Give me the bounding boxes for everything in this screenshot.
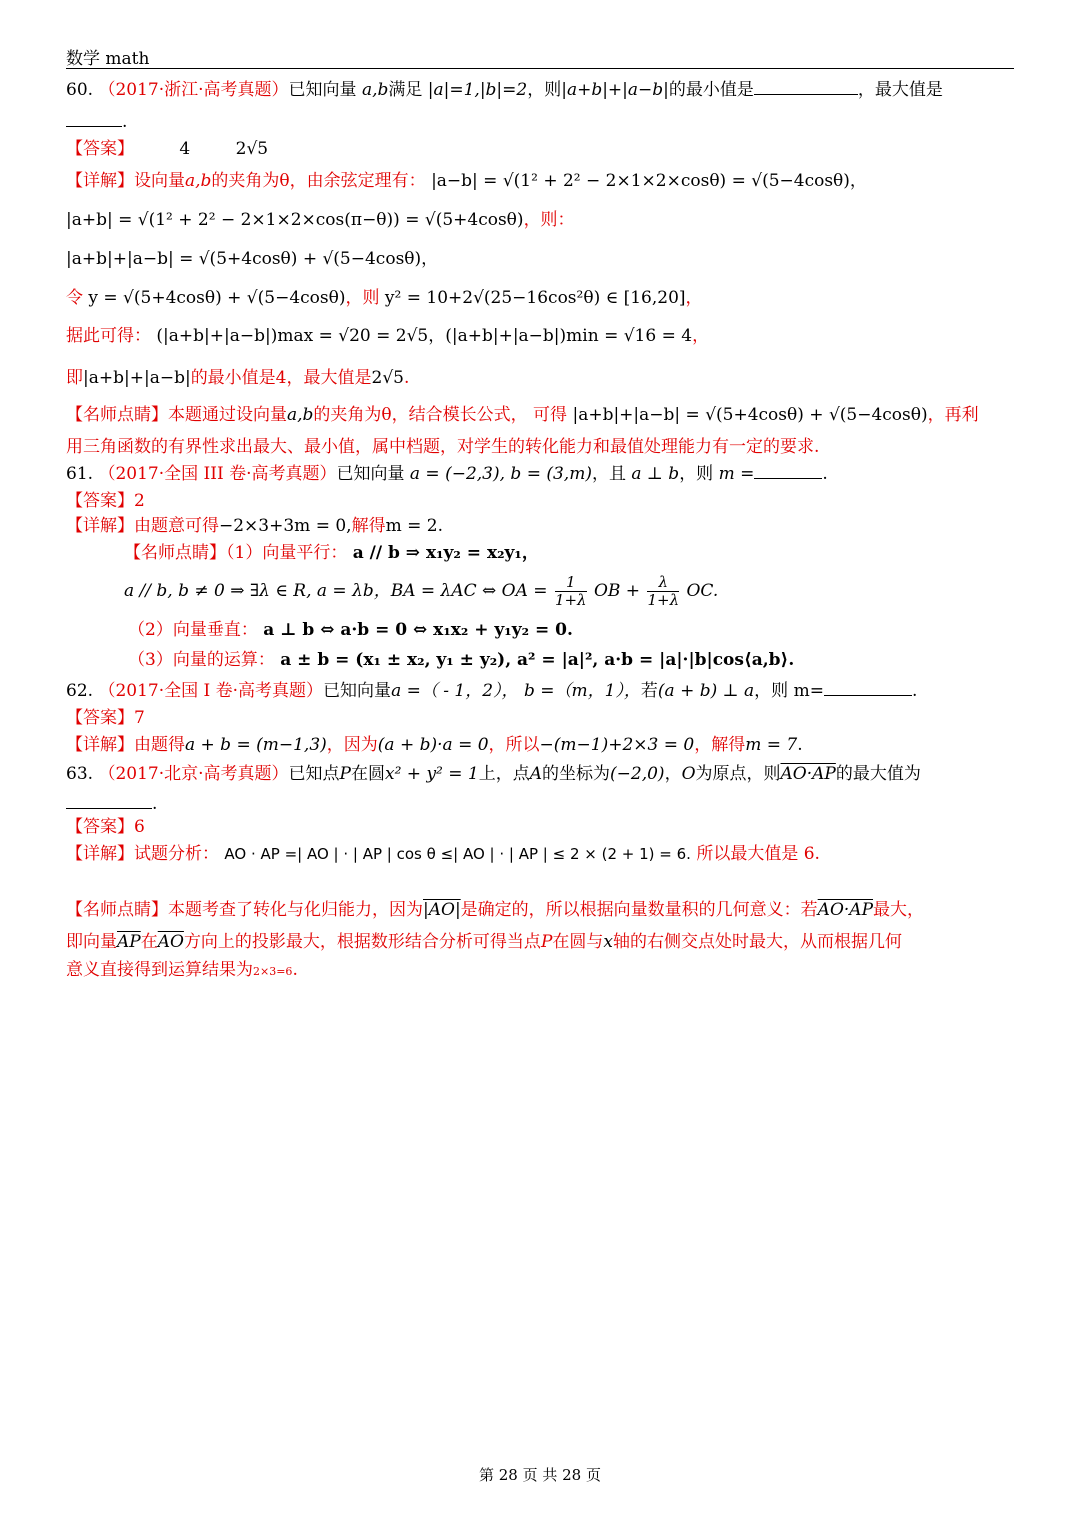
q62-number: 62. — [66, 681, 94, 701]
q62-detail-math: m = 7 — [745, 735, 798, 755]
q60-vectors: a,b — [361, 80, 389, 100]
q61-tip-3 — [128, 618, 573, 642]
q60-detail-math: |a−b| = √(1² + 2² − 2×1×2×cosθ) = √(5−4cosθ)， — [431, 171, 867, 191]
q61-tip-math: OC. — [686, 581, 719, 601]
q63-math: A — [529, 764, 543, 784]
q60-blank-max[interactable] — [66, 110, 122, 127]
q63-detail-text: 试题分析： — [134, 844, 219, 864]
q61-answer-value: 2 — [134, 491, 145, 511]
q60-detail-1 — [66, 169, 867, 193]
q60-detail-text: 据此可得： — [66, 326, 151, 346]
q63-math: O — [681, 764, 696, 784]
q60-detail-text: . — [403, 368, 410, 388]
answer-label: 【答案】 — [66, 817, 134, 837]
q60-tip-2: 用三角函数的有界性求出最大、最小值，属中档题，对学生的转化能力和最值处理能力有一定的要求. — [66, 437, 820, 457]
q63-tip-math: $\overline{AO}$ — [157, 932, 184, 952]
q63-math: P — [339, 764, 351, 784]
detail-label: 【详解】 — [66, 516, 134, 536]
q62-detail-text: ，所以 — [488, 735, 540, 755]
q63-tip-text: 在圆与 — [552, 932, 604, 952]
q63-answer — [66, 815, 145, 839]
q60-detail-math: |a+b|+|a−b| — [83, 368, 191, 388]
q63-text: 为原点，则 — [695, 764, 781, 784]
q60-detail-math: y = √(5+4cosθ) + √(5−4cosθ) — [88, 288, 346, 308]
q62-math: a =（ - 1，2）， — [391, 681, 519, 701]
q61-stem — [66, 462, 828, 486]
q60-tip-text: 本题通过设向量 — [168, 405, 287, 425]
q60-detail-text: ， — [685, 288, 703, 308]
q61-number: 61. — [66, 464, 94, 484]
detail-label: 【详解】 — [66, 844, 134, 864]
q60-number: 60. — [66, 80, 94, 100]
q62-stem — [66, 679, 917, 703]
q63-detail — [66, 842, 820, 866]
q61-math: a = (−2,3), b = (3,m) — [409, 464, 592, 484]
q60-answer-max: 2√5 — [235, 139, 269, 159]
q60-detail-4 — [66, 286, 703, 310]
detail-label: 【详解】 — [66, 171, 134, 191]
q60-vectors: a,b — [287, 405, 314, 425]
q63-tip-1 — [66, 898, 924, 922]
q62-text: 已知向量 — [323, 681, 392, 701]
q62-detail — [66, 733, 803, 757]
header-divider — [66, 68, 1014, 69]
q63-math: (−2,0) — [610, 764, 665, 784]
q61-text: ，且 — [591, 464, 626, 484]
answer-label: 【答案】 — [66, 139, 134, 159]
q63-text: 已知点 — [288, 764, 340, 784]
q63-detail-text: 所以最大值是 6. — [696, 844, 820, 864]
q60-detail-text: ，则 — [345, 288, 380, 308]
q63-blank[interactable] — [66, 792, 152, 809]
q60-text: 已知向量 — [288, 80, 357, 100]
q62-blank[interactable] — [824, 679, 912, 696]
q63-tip-text: . — [292, 960, 298, 980]
q62-detail-math: (a + b)·a = 0 — [377, 735, 489, 755]
q60-detail-text: 设向量 — [134, 171, 185, 191]
q60-text: ，最大值是 — [857, 80, 943, 100]
tip-label: 【名师点睛】 — [124, 543, 226, 563]
q61-math: a ⊥ b — [631, 464, 680, 484]
q61-fraction — [647, 574, 679, 609]
q60-stem — [66, 78, 943, 102]
fraction-denominator: 1+λ — [554, 591, 587, 609]
q60-detail-5 — [66, 324, 709, 348]
q63-source: （2017·北京·高考真题） — [98, 764, 289, 784]
q61-tip-text: （1）向量平行： — [226, 543, 348, 563]
q63-tip-text: 意义直接得到运算结果为 — [66, 960, 253, 980]
q62-answer — [66, 706, 145, 730]
q63-text: 的坐标为 — [542, 764, 611, 784]
q62-detail-text: ，因为 — [326, 735, 378, 755]
q62-detail-math: a + b = (m−1,3) — [185, 735, 327, 755]
q63-number: 63. — [66, 764, 94, 784]
q63-tip-math: x — [603, 932, 613, 952]
fraction-numerator: 1 — [555, 574, 587, 592]
q61-tip-math: a // b ⇒ x₁y₂ = x₂y₁， — [352, 543, 539, 563]
q62-source: （2017·全国 I 卷·高考真题） — [98, 681, 324, 701]
q61-tip-4 — [128, 648, 794, 672]
q63-math: AO·AP — [780, 764, 836, 784]
q60-source: （2017·浙江·高考真题） — [98, 80, 289, 100]
q61-tip-1 — [124, 541, 539, 565]
q63-tip-math: $\overline{AP}$ — [117, 932, 141, 952]
q60-tip-math: |a+b|+|a−b| = √(5+4cosθ) + √(5−4cosθ) — [572, 405, 928, 425]
q61-detail-text: 由题意可得 — [134, 516, 219, 536]
q62-detail-text: 由题得 — [134, 735, 185, 755]
fraction-denominator: 1+λ — [647, 591, 680, 609]
q62-detail-text: ，解得 — [694, 735, 746, 755]
q60-expression: |a+b|+|a−b| — [561, 80, 669, 100]
q60-detail-6 — [66, 366, 409, 390]
q60-stem-cont — [66, 110, 127, 134]
q61-tip-math: a ⊥ b ⇔ a·b = 0 ⇔ x₁x₂ + y₁y₂ = 0. — [263, 620, 573, 640]
q60-text: 的最小值是 — [668, 80, 754, 100]
q63-tip-math: |AO| — [423, 900, 461, 920]
q61-math: m = — [718, 464, 755, 484]
q63-math: x² + y² = 1 — [384, 764, 479, 784]
q60-detail-text: ，则： — [523, 210, 575, 230]
q60-condition: |a|=1,|b|=2 — [427, 80, 528, 100]
q60-detail-text: 的夹角为θ，由余弦定理有： — [211, 171, 426, 191]
q62-detail-math: −(m−1)+2×3 = 0 — [539, 735, 695, 755]
q60-blank-min[interactable] — [754, 78, 858, 95]
q60-answer — [66, 137, 268, 161]
page-footer: 第 28 页 共 28 页 — [478, 1466, 601, 1484]
q63-text: 上，点 — [478, 764, 530, 784]
q60-detail-math: |a+b| = √(1² + 2² − 2×1×2×cos(π−θ)) = √(5+4cosθ) — [66, 210, 524, 230]
tip-label: 【名师点睛】 — [66, 405, 168, 425]
q60-detail-math: |a+b|+|a−b| = √(5+4cosθ) + √(5−4cosθ)， — [66, 249, 439, 269]
q62-text: . — [911, 681, 918, 701]
q63-tip-text: 本题考查了转化与化归能力，因为 — [168, 900, 423, 920]
detail-label: 【详解】 — [66, 735, 134, 755]
q60-tip-1 — [66, 403, 979, 427]
q61-text: ，则 — [679, 464, 714, 484]
q63-text: 在圆 — [350, 764, 385, 784]
q63-answer-value: 6 — [134, 817, 145, 837]
q60-detail-math: 2√5 — [371, 368, 404, 388]
q62-math: (a + b) ⊥ a — [657, 681, 755, 701]
q61-tip-math: a ± b = (x₁ ± x₂, y₁ ± y₂), a² = |a|², a·b = |a|·|b|cos⟨a,b⟩. — [280, 650, 795, 670]
q60-text: . — [122, 112, 128, 132]
q60-detail-2 — [66, 208, 575, 232]
q63-tip-text: 轴的右侧交点处时最大，从而根据几何 — [612, 932, 902, 952]
q60-detail-text: 令 — [66, 288, 83, 308]
q61-text: 已知向量 — [336, 464, 405, 484]
q60-detail-text: 即 — [66, 368, 83, 388]
q63-tip-text: 即向量 — [66, 932, 117, 952]
q61-answer — [66, 489, 145, 513]
q60-vectors: a,b — [185, 171, 212, 191]
q61-tip-math: a // b, b ≠ 0 ⇒ ∃λ ∈ R, a = λb，BA = λAC ⇔ OA = — [124, 581, 548, 601]
q61-tip-text: （2）向量垂直： — [128, 620, 258, 640]
q62-detail-text: . — [797, 735, 803, 755]
q61-detail-math: −2×3+3m = 0, — [219, 516, 352, 536]
q61-detail-text: . — [437, 516, 443, 536]
q61-detail — [66, 514, 443, 538]
q61-blank[interactable] — [754, 462, 822, 479]
q60-text: 满足 — [388, 80, 423, 100]
answer-label: 【答案】 — [66, 491, 134, 511]
q61-tip-math: OB + — [593, 581, 641, 601]
q60-detail-math: y² = 10+2√(25−16cos²θ) ∈ [16,20] — [384, 288, 686, 308]
q63-tip-math: P — [540, 932, 553, 952]
q60-text: ，则 — [527, 80, 562, 100]
q63-tip-math: 2×3=6 — [253, 965, 293, 978]
q62-text: 若 — [640, 681, 658, 701]
q62-answer-value: 7 — [134, 708, 145, 728]
q63-detail-math: AO · AP =| AO | · | AP | cos θ ≤| AO | · | AP | ≤ 2 × (2 + 1) = 6. — [224, 845, 691, 863]
q63-tip-text: 最大， — [873, 900, 925, 920]
q61-detail-math: m = 2 — [385, 516, 438, 536]
q63-text: . — [152, 794, 158, 814]
q61-text: . — [822, 464, 828, 484]
q63-tip-3 — [66, 958, 298, 984]
q62-text: ，则 m= — [754, 681, 824, 701]
q63-stem — [66, 762, 921, 786]
q62-math: b =（m，1）， — [523, 681, 641, 701]
q63-text: ， — [664, 764, 682, 784]
answer-label: 【答案】 — [66, 708, 134, 728]
q63-tip-text: 在 — [140, 932, 158, 952]
q60-detail-3 — [66, 247, 438, 271]
q60-answer-min: 4 — [179, 139, 191, 159]
tip-label: 【名师点睛】 — [66, 900, 168, 920]
q61-tip-2 — [124, 574, 718, 609]
q60-detail-math: (|a+b|+|a−b|)max = √20 = 2√5，(|a+b|+|a−b|)min = √16 = 4 — [156, 326, 693, 346]
q63-tip-text: 方向上的投影最大，根据数形结合分析可得当点 — [183, 932, 541, 952]
q61-source: （2017·全国 III 卷·高考真题） — [98, 464, 337, 484]
fraction-numerator: λ — [647, 574, 679, 592]
q60-tip-text: ，再利 — [927, 405, 979, 425]
q63-tip-math: AO·AP — [817, 900, 874, 920]
q63-tip-text: 是确定的，所以根据向量数量积的几何意义：若 — [460, 900, 818, 920]
q61-fraction — [555, 574, 587, 609]
q61-tip-text: （3）向量的运算： — [128, 650, 275, 670]
q60-detail-text: 的最小值是4，最大值是 — [190, 368, 372, 388]
q63-stem-cont — [66, 792, 157, 816]
q60-tip-text: 的夹角为θ，结合模长公式， 可得 — [313, 405, 568, 425]
header-title: 数学 math — [66, 49, 150, 69]
q60-detail-text: ， — [692, 326, 710, 346]
q61-detail-text: 解得 — [351, 516, 386, 536]
q63-tip-2 — [66, 930, 902, 954]
q63-text: 的最大值为 — [835, 764, 921, 784]
